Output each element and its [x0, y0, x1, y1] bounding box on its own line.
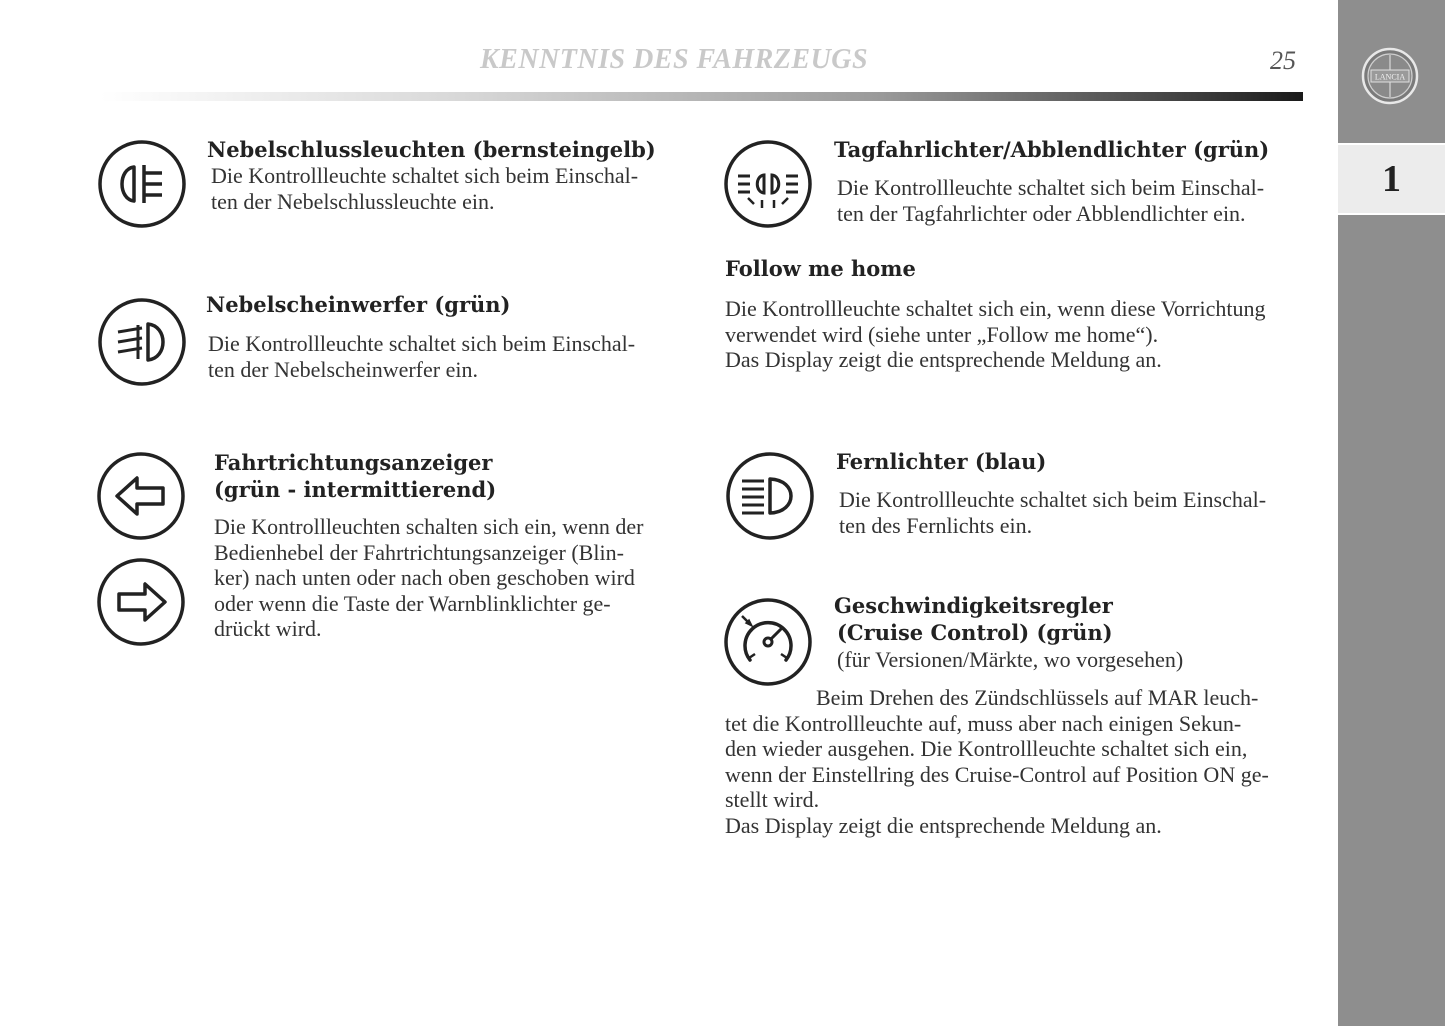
rear-fog-light-icon	[96, 138, 188, 230]
front-fog-light-icon	[96, 296, 188, 388]
running-header-title: KENNTNIS DES FAHRZEUGS	[480, 44, 869, 75]
section-title: Tagfahrlichter/Abblendlichter (grün)	[834, 137, 1270, 162]
cruise-control-icon	[722, 596, 814, 688]
section-title: Fernlichter (blau)	[836, 449, 1047, 474]
section-body: Die Kontrollleuchte schaltet sich beim Einschal- ten der Tagfahrlichter oder Abblendlichter ein.	[837, 175, 1265, 226]
turn-left-arrow-icon	[95, 450, 187, 542]
section-body: Die Kontrollleuchte schaltet sich beim Einschal- ten des Fernlichts ein.	[839, 487, 1267, 538]
turn-right-arrow-icon	[95, 556, 187, 648]
section-title: Geschwindigkeitsregler (Cruise Control) (grün)	[834, 593, 1113, 645]
section-body: Die Kontrollleuchte schaltet sich beim Einschal- ten der Nebelschlussleuchte ein.	[211, 163, 639, 214]
follow-me-home-section	[725, 255, 1305, 373]
svg-text:LANCIA: LANCIA	[1374, 72, 1406, 82]
section-title: Follow me home	[725, 256, 916, 281]
high-beam-icon	[724, 450, 816, 542]
front-fog-section	[206, 291, 676, 382]
cruise-control-section	[834, 592, 1306, 673]
cruise-control-body: Beim Drehen des Zündschlüssels auf MAR leuch- tet die Kontrollleuchte auf, muss aber nach einigen Sekun- den wieder ausgehen. Die Kontrollleuchte schaltet sich ein, wenn der Einstellring des Cruise-Control auf Position ON ge- stellt wird. Das Display zeigt die entsprechende Meldung an.	[725, 685, 1269, 838]
page-number: 25	[1270, 46, 1296, 75]
turn-indicator-section	[214, 449, 676, 642]
section-subtitle: (für Versionen/Märkte, wo vorgesehen)	[837, 647, 1184, 672]
section-body: Die Kontrollleuchte schaltet sich beim Einschal- ten der Nebelscheinwerfer ein.	[208, 331, 636, 382]
lancia-logo	[1360, 46, 1420, 106]
dipped-beam-section	[834, 136, 1306, 226]
section-body: Die Kontrollleuchte schaltet sich ein, wenn diese Vorrichtung verwendet wird (siehe unter „Follow me home“). Das Display zeigt die entsprechende Meldung an.	[725, 296, 1266, 372]
daytime-dipped-beam-icon	[722, 138, 814, 230]
header-gradient-rule	[100, 92, 1303, 101]
chapter-tab	[1338, 143, 1445, 215]
section-title: Nebelschlussleuchten (bernsteingelb)	[207, 137, 656, 162]
high-beam-section	[836, 448, 1306, 538]
chapter-number: 1	[1382, 158, 1401, 200]
section-body: Die Kontrollleuchten schalten sich ein, wenn der Bedienhebel der Fahrtrichtungsanzeiger (Blin- ker) nach unten oder nach oben geschoben wird oder wenn die Taste der Warnblinklichter ge- drückt wird.	[214, 514, 644, 641]
section-title: Nebelscheinwerfer (grün)	[206, 292, 511, 317]
section-title: Fahrtrichtungsanzeiger (grün - intermittierend)	[214, 450, 497, 502]
rear-fog-section	[207, 136, 677, 214]
